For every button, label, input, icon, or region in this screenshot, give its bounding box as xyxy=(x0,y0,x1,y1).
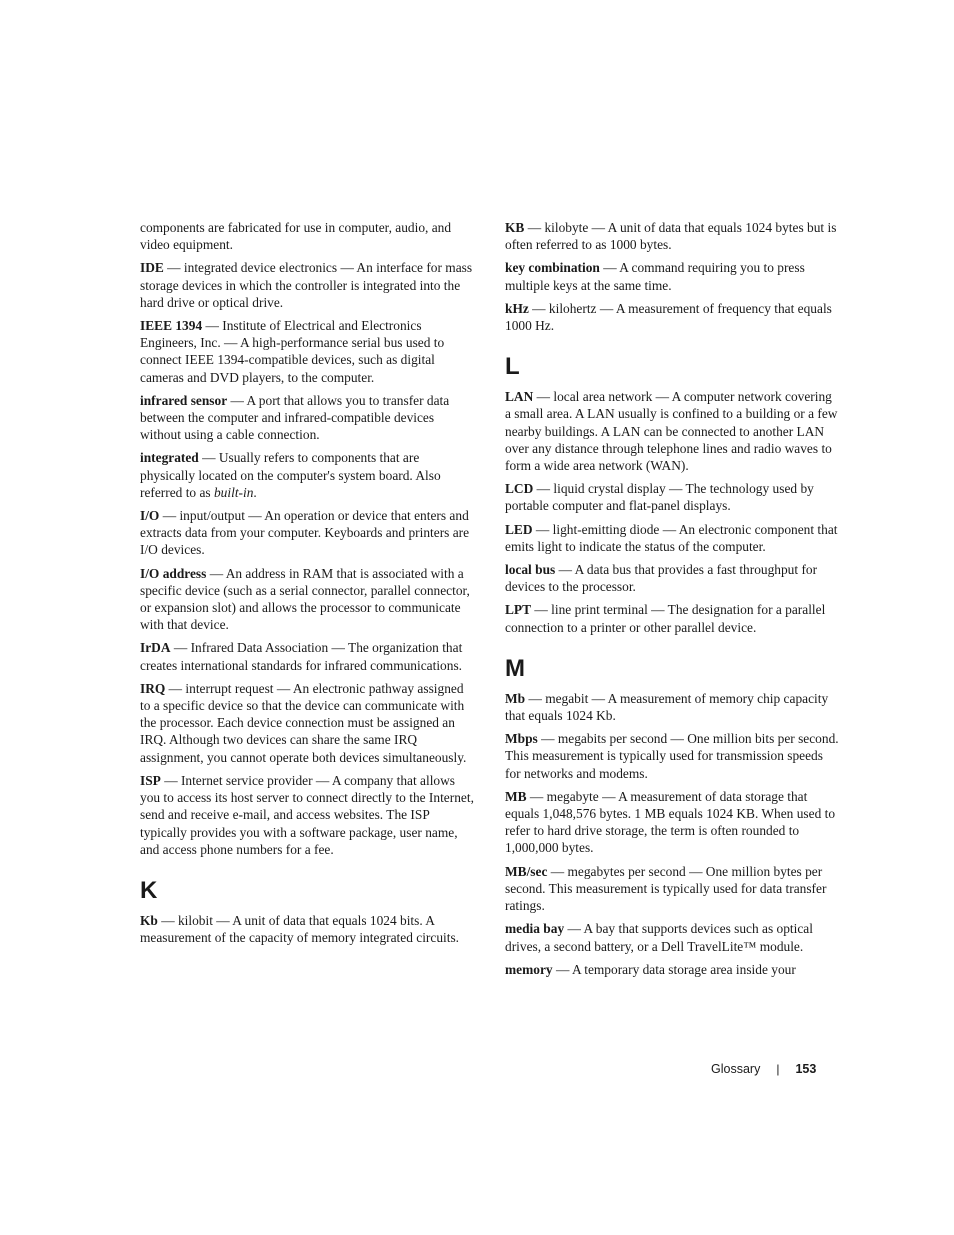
entry-definition: Infrared Data Association — The organization that creates international standards for infrared communications. xyxy=(140,640,463,673)
footer-divider: | xyxy=(776,1062,780,1076)
entry-term: key combination xyxy=(505,260,600,276)
glossary-entry: I/O address — An address in RAM that is associated with a specific device (such as a serial connector, parallel connector, or expansion slot) and allows the processor to communicate with that device. xyxy=(140,565,470,633)
entry-term: infrared sensor xyxy=(140,392,228,408)
entry-definition: megabits per second — One million bits per second. This measurement is typically used for transmission speeds for networks and modems. xyxy=(505,731,839,781)
entry-term: media bay xyxy=(505,921,565,937)
entry-term: IDE xyxy=(140,260,164,276)
entry-term: LPT xyxy=(505,602,532,618)
entry-term: ISP xyxy=(140,772,161,788)
glossary-entry: IDE — integrated device electronics — An interface for mass storage devices in which the controller is integrated into the hard drive or optical drive. xyxy=(140,260,473,310)
entry-term: LCD xyxy=(505,481,534,497)
entry-definition: integrated device electronics — An interface for mass storage devices in which the controller is integrated into the hard drive or optical drive. xyxy=(140,260,473,310)
glossary-entry: IRQ — interrupt request — An electronic pathway assigned to a specific device so that the device can communicate with the processor. Each device connection must be assigned an IRQ. Although two devices can share the same IRQ assignment, you cannot operate both devices simultaneously. xyxy=(140,680,467,765)
glossary-entry: LED — light-emitting diode — An electronic component that emits light to indicate the status of the computer. xyxy=(505,521,838,554)
entry-term: LED xyxy=(505,521,533,537)
glossary-entry: kHz — kilohertz — A measurement of frequency that equals 1000 Hz. xyxy=(505,300,832,334)
glossary-entry: LPT — line print terminal — The designation for a parallel connection to a printer or other parallel device. xyxy=(505,602,826,635)
entry-term: MB xyxy=(505,788,527,804)
section-heading-m: M xyxy=(505,654,525,682)
entry-definition: line print terminal — The designation for a parallel connection to a printer or other parallel device. xyxy=(505,602,826,635)
glossary-entry: KB — kilobyte — A unit of data that equals 1024 bytes but is often referred to as 1000 bytes. xyxy=(505,220,837,253)
glossary-entry: MB/sec — megabytes per second — One million bytes per second. This measurement is typically used for data transfer ratings. xyxy=(505,863,827,914)
section-heading-l: L xyxy=(505,353,520,381)
entry-definition: kilohertz — A measurement of frequency that equals 1000 Hz. xyxy=(505,300,832,334)
glossary-entry: LCD — liquid crystal display — The technology used by portable computer and flat-panel displays. xyxy=(505,481,814,514)
right-top-entries xyxy=(505,219,841,334)
glossary-entry: I/O — input/output — An operation or device that enters and extracts data from your computer. Keyboards and printers are I/O devices. xyxy=(140,508,470,558)
entry-term: memory xyxy=(505,961,553,977)
m-entries xyxy=(505,690,841,978)
entry-definition: A temporary data storage area inside your xyxy=(571,961,796,977)
entry-term: IEEE 1394 xyxy=(140,318,203,334)
entry-term: I/O address xyxy=(140,565,207,581)
entry-definition: A bay that supports devices such as optical drives, a second battery, or a Dell TravelLite™ module. xyxy=(505,921,813,954)
entry-term: LAN xyxy=(505,389,534,405)
entry-term: Mbps xyxy=(505,731,538,747)
entry-definition: megabytes per second — One million bytes per second. This measurement is typically used for data transfer ratings. xyxy=(505,863,827,914)
entry-definition: local area network — A computer network covering a small area. A LAN usually is confined to a building or a few nearby buildings. A LAN can be connected to another LAN over any distance through telephone lines and radio waves to form a wide area network (WAN). xyxy=(505,389,838,474)
glossary-entry: integrated — Usually refers to components that are physically located on the computer's system board. Also referred to as built-in. xyxy=(140,450,441,500)
entry-definition: Internet service provider — A company that allows you to access its host server to connect directly to the Internet, send and receive e-mail, and access websites. The ISP typically provides you with a software package, user name, and access phone numbers for a fee. xyxy=(140,772,474,857)
glossary-entry xyxy=(140,219,476,253)
entry-definition: A data bus that provides a fast throughput for devices to the processor. xyxy=(505,562,818,595)
entry-definition: kilobyte — A unit of data that equals 1024 bytes but is often referred to as 1000 bytes. xyxy=(505,220,837,253)
left-column xyxy=(140,219,476,952)
glossary-entry: IrDA — Infrared Data Association — The organization that creates international standards for infrared communications. xyxy=(140,640,463,673)
entry-term: Kb xyxy=(140,912,158,928)
entry-term: local bus xyxy=(505,562,556,578)
left-entries xyxy=(140,219,476,858)
entry-definition: A port that allows you to transfer data between the computer and infrared-compatible devices without using a cable connection. xyxy=(140,392,450,443)
entry-definition: Usually refers to components that are physically located on the computer's system board. Also referred to as xyxy=(140,450,441,500)
glossary-entry: Mb — megabit — A measurement of memory chip capacity that equals 1024 Kb. xyxy=(505,690,829,724)
entry-term: IrDA xyxy=(140,640,171,656)
entry-term: Mb xyxy=(505,690,526,706)
entry-definition: input/output — An operation or device that enters and extracts data from your computer. Keyboards and printers are I/O devices. xyxy=(140,508,470,558)
entry-term: kHz xyxy=(505,300,529,316)
entry-definition: A command requiring you to press multiple keys at the same time. xyxy=(505,260,805,293)
glossary-entry: MB — megabyte — A measurement of data storage that equals 1,048,576 bytes. 1 MB equals 1024 KB. When used to refer to hard drive storage, the term is often rounded to 1,000,000 bytes. xyxy=(505,788,836,856)
entry-term: IRQ xyxy=(140,680,166,696)
entry-definition: megabyte — A measurement of data storage that equals 1,048,576 bytes. 1 MB equals 1024 KB. When used to refer to hard drive storage, the term is often rounded to 1,000,000 bytes. xyxy=(505,788,836,856)
glossary-entry: ISP — Internet service provider — A company that allows you to access its host server to connect directly to the Internet, send and receive e-mail, and access websites. The ISP typically provides you with a software package, user name, and access phone numbers for a fee. xyxy=(140,772,474,857)
entry-definition: An address in RAM that is associated with a specific device (such as a serial connector, parallel connector, or expansion slot) and allows the processor to communicate with that device. xyxy=(140,565,470,633)
entry-trailing-text: . xyxy=(253,484,257,500)
section-heading-k: K xyxy=(140,876,158,904)
glossary-entry: Mbps — megabits per second — One million bits per second. This measurement is typically used for transmission speeds for networks and modems. xyxy=(505,731,839,781)
entry-italic-term: built-in xyxy=(213,484,254,500)
glossary-entry: LAN — local area network — A computer network covering a small area. A LAN usually is confined to a building or a few nearby buildings. A LAN can be connected to another LAN over any distance through telephone lines and radio waves to form a wide area network (WAN). xyxy=(505,389,838,474)
entry-definition: kilobit — A unit of data that equals 1024 bits. A measurement of the capacity of memory integrated circuits. xyxy=(140,912,460,946)
l-entries xyxy=(505,388,841,636)
entry-definition: liquid crystal display — The technology used by portable computer and flat-panel displays. xyxy=(505,481,814,514)
glossary-entry: local bus — A data bus that provides a fast throughput for devices to the processor. xyxy=(505,562,818,595)
entry-definition: interrupt request — An electronic pathway assigned to a specific device so that the device can communicate with the processor. Each device connection must be assigned an IRQ. Although two devices can share the same IRQ assignment, you cannot operate both devices simultaneously. xyxy=(140,680,467,765)
glossary-entry: infrared sensor — A port that allows you to transfer data between the computer and infrared-compatible devices without using a cable connection. xyxy=(140,392,450,443)
entry-definition: megabit — A measurement of memory chip capacity that equals 1024 Kb. xyxy=(505,690,829,724)
footer-section-label: Glossary xyxy=(711,1062,761,1076)
entry-term: I/O xyxy=(140,508,160,524)
entry-definition: light-emitting diode — An electronic component that emits light to indicate the status of the computer. xyxy=(505,521,838,554)
k-entries xyxy=(140,912,476,946)
page-footer xyxy=(711,1062,816,1076)
page-number: 153 xyxy=(795,1062,817,1076)
right-column xyxy=(505,219,841,984)
entry-term: KB xyxy=(505,220,525,235)
glossary-entry: memory — A temporary data storage area inside your xyxy=(505,961,796,977)
entry-definition: Institute of Electrical and Electronics Engineers, Inc. — A high-performance serial bus used to connect IEEE 1394-compatible devices, such as digital cameras and DVD players, to the computer. xyxy=(140,318,445,385)
glossary-entry: key combination — A command requiring you to press multiple keys at the same time. xyxy=(505,260,805,293)
glossary-entry: Kb — kilobit — A unit of data that equals 1024 bits. A measurement of the capacity of memory integrated circuits. xyxy=(140,912,460,946)
entry-continuation: components are fabricated for use in computer, audio, and video equipment. xyxy=(140,220,452,253)
entry-term: MB/sec xyxy=(505,863,548,879)
entry-term: integrated xyxy=(140,450,199,466)
glossary-entry: IEEE 1394 — Institute of Electrical and Electronics Engineers, Inc. — A high-performance serial bus used to connect IEEE 1394-compatible devices, such as digital cameras and DVD players, to the computer. xyxy=(140,318,445,385)
glossary-entry: media bay — A bay that supports devices such as optical drives, a second battery, or a Dell TravelLite™ module. xyxy=(505,921,813,954)
